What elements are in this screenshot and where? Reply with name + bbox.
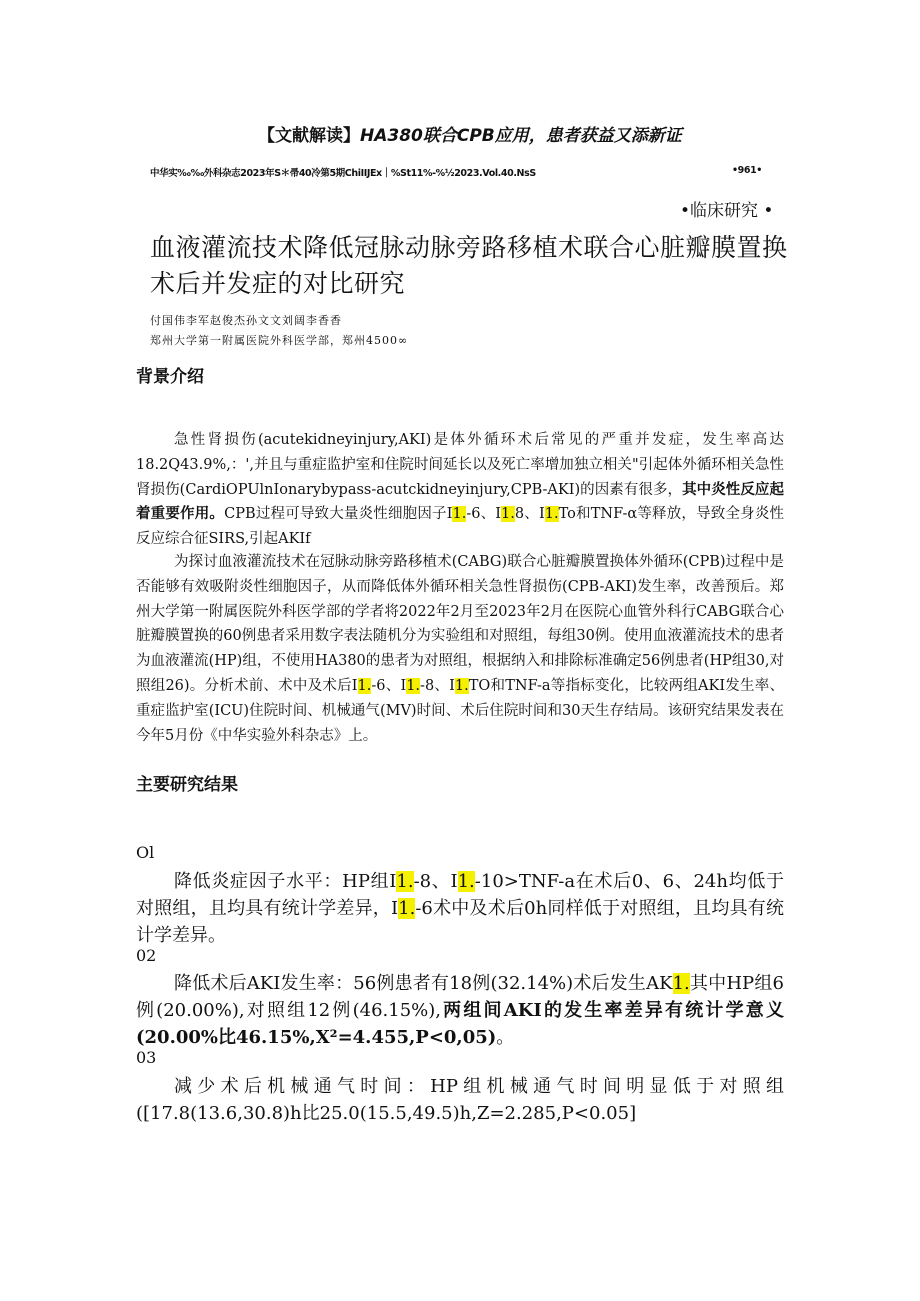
article-title-line-2: 术后并发症的对比研究 — [150, 269, 406, 298]
affiliation: 郑州大学第一附属医院外科医学部，郑州4500∞ — [150, 334, 409, 347]
background-paragraph-2: 为探讨血液灌流技术在冠脉动脉旁路移植术(CABG)联合心脏瓣膜置换体外循环(CPB)过程中是否能够有效吸附炎性细胞因子，从而降低体外循环相关急性肾损伤(CPB-AKI)发生率，改善预后。郑州大学第一附属医院外科医学部的学者将2022年2月至2023年2月在医院心血管外科行CABG联合心脏瓣膜置换的60例患者采用数字表法随机分为实验组和对照组，每组30例。使用血液灌流技术的患者为血液灌流(HP)组，不使用HA380的患者为对照组，根据纳入和排除标准确定56例患者(HP组30,对照组26)。分析术前、术中及术后I1.-6、I1.-8、I1.TO和TNF-a等指标变化，比较两组AKI发生率、重症监护室(ICU)住院时间、机械通气(MV)时间、术后住院时间和30天生存结局。该研究结果发表在今年5月份《中华实验外科杂志》上。 — [136, 554, 784, 744]
authors: 付国伟李军赵俊杰孙文文刘阔李香香 — [150, 314, 342, 327]
result-number-3: 03 — [136, 1048, 157, 1067]
top-title-bracket: 【文献解读】 — [258, 126, 360, 146]
page-number: •961• — [732, 165, 762, 176]
highlight: 1. — [452, 506, 467, 523]
article-title-line-1: 血液灌流技术降低冠脉动脉旁路移植术联合心脏瓣膜置换 — [150, 233, 788, 262]
highlight: 1. — [457, 871, 475, 892]
top-title-rest: HA380联合CPB应用，患者获益又添新证 — [360, 126, 682, 146]
background-heading: 背景介绍 — [136, 367, 204, 387]
journal-line: 中华实‰‰外科杂志2023年S＊帚40冷第5期ChiIIJEx｜%St11%-%½2023.Vol.40.NsS — [150, 168, 536, 179]
highlight: 1. — [501, 506, 515, 523]
highlight: 1. — [398, 898, 416, 919]
top-title — [258, 121, 682, 146]
highlight: 1. — [454, 677, 469, 694]
highlight: 1. — [544, 506, 559, 523]
result-paragraph-3: 减少术后机械通气时间：HP组机械通气时间明显低于对照组([17.8(13.6,30.8)h比25.0(15.5,49.5)h,Z=2.285,P<0.05] — [136, 1076, 784, 1124]
highlight: 1. — [357, 677, 372, 694]
highlight: 1. — [672, 973, 690, 994]
background-paragraph-1: 急性肾损伤(acutekidneyinjury,AKI)是体外循环术后常见的严重并发症，发生率高达18.2Q43.9%,：',并且与重症监护室和住院时间延长以及死亡率增加独立相关"引起体外循环相关急性肾损伤(CardiOPUlnIonarybypass-acutckidneyinjury,CPB-AKI)的因素有很多，其中炎性反应起着重要作用。CPB过程可导致大量炎性细胞因子I1.-6、I1.8、I1.To和TNF-α等释放，导致全身炎性反应综合征SIRS,引起AKIf — [136, 432, 785, 548]
highlight: 1. — [396, 871, 414, 892]
result-number-2: 02 — [136, 946, 157, 965]
result-paragraph-2: 降低术后AKI发生率：56例患者有18例(32.14%)术后发生AK1.其中HP组6例(20.00%),对照组12例(46.15%),两组间AKI的发生率差异有统计学意义(20.00%比46.15%,X²=4.455,P<0,05)。 — [136, 973, 784, 1048]
result-number-1: Ol — [136, 843, 155, 862]
result-paragraph-1: 降低炎症因子水平：HP组I1.-8、I1.-10>TNF-a在术后0、6、24h均低于对照组，且均具有统计学差异，I1.-6术中及术后0h同样低于对照组，且均具有统计学差异。 — [136, 871, 785, 946]
category-label: •临床研究 • — [680, 201, 774, 221]
results-heading: 主要研究结果 — [136, 775, 238, 795]
highlight: 1. — [406, 677, 421, 694]
